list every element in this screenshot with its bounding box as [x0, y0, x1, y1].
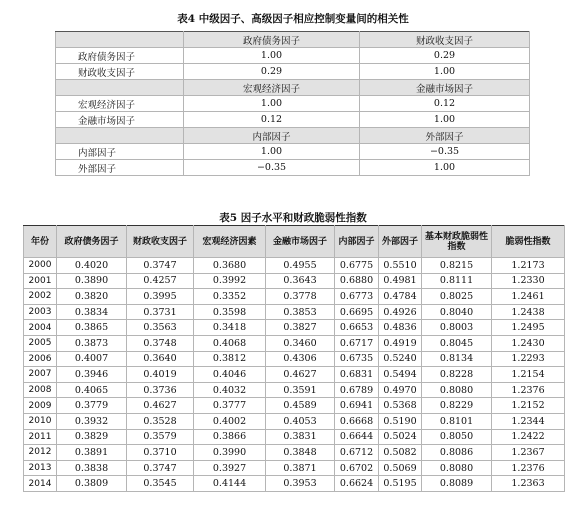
value-cell: 0.4970: [379, 382, 422, 398]
year-cell: 2011: [24, 429, 57, 445]
value-cell: 0.6735: [335, 351, 379, 367]
table4-header-cell: 内部因子: [184, 128, 360, 144]
value-cell: 0.8040: [422, 304, 492, 320]
year-cell: 2009: [24, 398, 57, 414]
year-cell: 2013: [24, 460, 57, 476]
table-row: [24, 351, 565, 367]
value-cell: 0.4919: [379, 335, 422, 351]
year-cell: 2006: [24, 351, 57, 367]
value-cell: 0.3579: [127, 429, 194, 445]
value-cell: 0.3643: [266, 273, 335, 289]
value-cell: 0.8003: [422, 320, 492, 336]
value-cell: 0.4627: [127, 398, 194, 414]
value-cell: 0.5195: [379, 476, 422, 492]
value-cell: 0.3545: [127, 476, 194, 492]
table5-caption: 表5 因子水平和财政脆弱性指数: [219, 212, 367, 224]
value-cell: 0.3891: [57, 445, 127, 461]
value-cell: 1.2430: [492, 335, 565, 351]
column-header: 政府债务因子: [57, 226, 127, 258]
value-cell: 0.6702: [335, 460, 379, 476]
value-cell: 0.4836: [379, 320, 422, 336]
column-header: 金融市场因子: [266, 226, 335, 258]
value-cell: 0.6668: [335, 413, 379, 429]
value-cell: 0.6644: [335, 429, 379, 445]
column-header: 脆弱性指数: [492, 226, 565, 258]
value-cell: 0.5069: [379, 460, 422, 476]
value-cell: 1.2367: [492, 445, 565, 461]
row-label: 金融市场因子: [56, 112, 184, 128]
value-cell: 0.3710: [127, 445, 194, 461]
value-cell: 0.8228: [422, 367, 492, 383]
value-cell: 0.6775: [335, 258, 379, 274]
year-cell: 2004: [24, 320, 57, 336]
value-cell: 0.4784: [379, 289, 422, 305]
correlation-cell: 1.00: [184, 48, 360, 64]
table4-caption: 表4 中级因子、高级因子相应控制变量间的相关性: [177, 13, 409, 25]
value-cell: 0.8080: [422, 460, 492, 476]
value-cell: 1.2376: [492, 382, 565, 398]
value-cell: 0.4068: [194, 335, 266, 351]
correlation-cell: 1.00: [184, 96, 360, 112]
correlation-cell: 1.00: [360, 64, 530, 80]
table-row: [24, 258, 565, 274]
table4-header-cell: 财政收支因子: [360, 32, 530, 48]
factor-level-table: [23, 225, 565, 492]
table5-header: [24, 226, 565, 258]
value-cell: 0.6831: [335, 367, 379, 383]
value-cell: 0.5368: [379, 398, 422, 414]
value-cell: 0.3820: [57, 289, 127, 305]
value-cell: 0.3873: [57, 335, 127, 351]
value-cell: 0.5510: [379, 258, 422, 274]
value-cell: 0.5024: [379, 429, 422, 445]
value-cell: 0.3946: [57, 367, 127, 383]
correlation-cell: 0.12: [184, 112, 360, 128]
year-cell: 2003: [24, 304, 57, 320]
value-cell: 1.2461: [492, 289, 565, 305]
value-cell: 0.3829: [57, 429, 127, 445]
value-cell: 0.3871: [266, 460, 335, 476]
table-row: [24, 335, 565, 351]
column-header: 外部因子: [379, 226, 422, 258]
table-row: [24, 273, 565, 289]
year-cell: 2002: [24, 289, 57, 305]
correlation-cell: −0.35: [184, 160, 360, 176]
year-cell: 2007: [24, 367, 57, 383]
value-cell: 0.4020: [57, 258, 127, 274]
table-row: [24, 304, 565, 320]
value-cell: 0.8111: [422, 273, 492, 289]
value-cell: 1.2173: [492, 258, 565, 274]
year-cell: 2014: [24, 476, 57, 492]
column-header: 内部因子: [335, 226, 379, 258]
value-cell: 0.3563: [127, 320, 194, 336]
table-row: [24, 289, 565, 305]
value-cell: 0.3640: [127, 351, 194, 367]
value-cell: 1.2438: [492, 304, 565, 320]
value-cell: 0.4955: [266, 258, 335, 274]
value-cell: 0.3778: [266, 289, 335, 305]
value-cell: 0.6624: [335, 476, 379, 492]
value-cell: 0.3853: [266, 304, 335, 320]
correlation-cell: 1.00: [184, 144, 360, 160]
year-cell: 2010: [24, 413, 57, 429]
value-cell: 0.3812: [194, 351, 266, 367]
value-cell: 0.3831: [266, 429, 335, 445]
value-cell: 0.5240: [379, 351, 422, 367]
value-cell: 0.3779: [57, 398, 127, 414]
value-cell: 0.3834: [57, 304, 127, 320]
value-cell: 1.2154: [492, 367, 565, 383]
table-row: [24, 320, 565, 336]
value-cell: 0.3598: [194, 304, 266, 320]
value-cell: 0.6789: [335, 382, 379, 398]
value-cell: 0.8080: [422, 382, 492, 398]
row-label: 财政收支因子: [56, 64, 184, 80]
value-cell: 0.3866: [194, 429, 266, 445]
table4-header-cell: 政府债务因子: [184, 32, 360, 48]
value-cell: 0.5494: [379, 367, 422, 383]
value-cell: 0.4046: [194, 367, 266, 383]
value-cell: 0.3992: [194, 273, 266, 289]
correlation-cell: 1.00: [360, 112, 530, 128]
value-cell: 0.4926: [379, 304, 422, 320]
value-cell: 0.3995: [127, 289, 194, 305]
value-cell: 0.3747: [127, 460, 194, 476]
value-cell: 1.2330: [492, 273, 565, 289]
value-cell: 0.5082: [379, 445, 422, 461]
value-cell: 0.4257: [127, 273, 194, 289]
value-cell: 0.4053: [266, 413, 335, 429]
value-cell: 0.3827: [266, 320, 335, 336]
table-row: [56, 112, 530, 128]
value-cell: 0.3591: [266, 382, 335, 398]
value-cell: 0.3736: [127, 382, 194, 398]
value-cell: 0.4019: [127, 367, 194, 383]
value-cell: 0.3927: [194, 460, 266, 476]
value-cell: 0.4032: [194, 382, 266, 398]
table-row: [24, 413, 565, 429]
table-row: [56, 48, 530, 64]
table-row: [24, 429, 565, 445]
value-cell: 0.3865: [57, 320, 127, 336]
column-header: 基本财政脆弱性指数: [422, 226, 492, 258]
value-cell: 0.3953: [266, 476, 335, 492]
value-cell: 1.2495: [492, 320, 565, 336]
table4-header-row: [56, 32, 530, 48]
column-header: 宏观经济因素: [194, 226, 266, 258]
column-header: 年份: [24, 226, 57, 258]
value-cell: 0.3528: [127, 413, 194, 429]
value-cell: 0.6653: [335, 320, 379, 336]
value-cell: 0.8050: [422, 429, 492, 445]
value-cell: 0.3418: [194, 320, 266, 336]
value-cell: 0.4002: [194, 413, 266, 429]
value-cell: 0.6880: [335, 273, 379, 289]
value-cell: 0.3352: [194, 289, 266, 305]
table-row: [24, 398, 565, 414]
value-cell: 0.6717: [335, 335, 379, 351]
year-cell: 2008: [24, 382, 57, 398]
year-cell: 2000: [24, 258, 57, 274]
value-cell: 1.2293: [492, 351, 565, 367]
table-row: [24, 476, 565, 492]
value-cell: 0.8134: [422, 351, 492, 367]
table-row: [56, 64, 530, 80]
table4-header-row: [56, 128, 530, 144]
table4-header-cell: 宏观经济因子: [184, 80, 360, 96]
correlation-table: [55, 31, 530, 176]
year-cell: 2001: [24, 273, 57, 289]
table4-body: [56, 32, 530, 176]
table4-header-cell: [56, 32, 184, 48]
value-cell: 0.8215: [422, 258, 492, 274]
value-cell: 0.8045: [422, 335, 492, 351]
table-row: [56, 144, 530, 160]
table4-header-cell: 金融市场因子: [360, 80, 530, 96]
value-cell: 0.3777: [194, 398, 266, 414]
value-cell: 0.4306: [266, 351, 335, 367]
table4-header-cell: 外部因子: [360, 128, 530, 144]
value-cell: 0.3731: [127, 304, 194, 320]
value-cell: 0.3932: [57, 413, 127, 429]
value-cell: 0.6712: [335, 445, 379, 461]
table-row: [56, 160, 530, 176]
value-cell: 1.2376: [492, 460, 565, 476]
value-cell: 0.4065: [57, 382, 127, 398]
table4-header-cell: [56, 128, 184, 144]
row-label: 政府债务因子: [56, 48, 184, 64]
table-row: [24, 367, 565, 383]
value-cell: 0.6773: [335, 289, 379, 305]
year-cell: 2012: [24, 445, 57, 461]
table5-body: [24, 258, 565, 492]
value-cell: 0.4589: [266, 398, 335, 414]
value-cell: 0.3838: [57, 460, 127, 476]
value-cell: 0.3748: [127, 335, 194, 351]
value-cell: 0.8229: [422, 398, 492, 414]
value-cell: 0.6941: [335, 398, 379, 414]
value-cell: 0.8086: [422, 445, 492, 461]
value-cell: 0.3890: [57, 273, 127, 289]
column-header: 财政收支因子: [127, 226, 194, 258]
value-cell: 0.4981: [379, 273, 422, 289]
table-row: [24, 445, 565, 461]
value-cell: 0.5190: [379, 413, 422, 429]
correlation-cell: 1.00: [360, 160, 530, 176]
value-cell: 0.6695: [335, 304, 379, 320]
correlation-cell: 0.29: [184, 64, 360, 80]
value-cell: 0.3990: [194, 445, 266, 461]
value-cell: 0.8025: [422, 289, 492, 305]
correlation-cell: 0.12: [360, 96, 530, 112]
value-cell: 1.2344: [492, 413, 565, 429]
table-row: [24, 382, 565, 398]
value-cell: 1.2422: [492, 429, 565, 445]
value-cell: 0.3680: [194, 258, 266, 274]
table-row: [24, 460, 565, 476]
value-cell: 1.2363: [492, 476, 565, 492]
value-cell: 0.4007: [57, 351, 127, 367]
value-cell: 0.8101: [422, 413, 492, 429]
row-label: 内部因子: [56, 144, 184, 160]
row-label: 外部因子: [56, 160, 184, 176]
correlation-cell: −0.35: [360, 144, 530, 160]
value-cell: 0.8089: [422, 476, 492, 492]
value-cell: 0.3848: [266, 445, 335, 461]
table-row: [56, 96, 530, 112]
value-cell: 0.3460: [266, 335, 335, 351]
year-cell: 2005: [24, 335, 57, 351]
value-cell: 0.3809: [57, 476, 127, 492]
table4-header-row: [56, 80, 530, 96]
value-cell: 0.4144: [194, 476, 266, 492]
table4-header-cell: [56, 80, 184, 96]
value-cell: 1.2152: [492, 398, 565, 414]
correlation-cell: 0.29: [360, 48, 530, 64]
value-cell: 0.4627: [266, 367, 335, 383]
value-cell: 0.3747: [127, 258, 194, 274]
row-label: 宏观经济因子: [56, 96, 184, 112]
